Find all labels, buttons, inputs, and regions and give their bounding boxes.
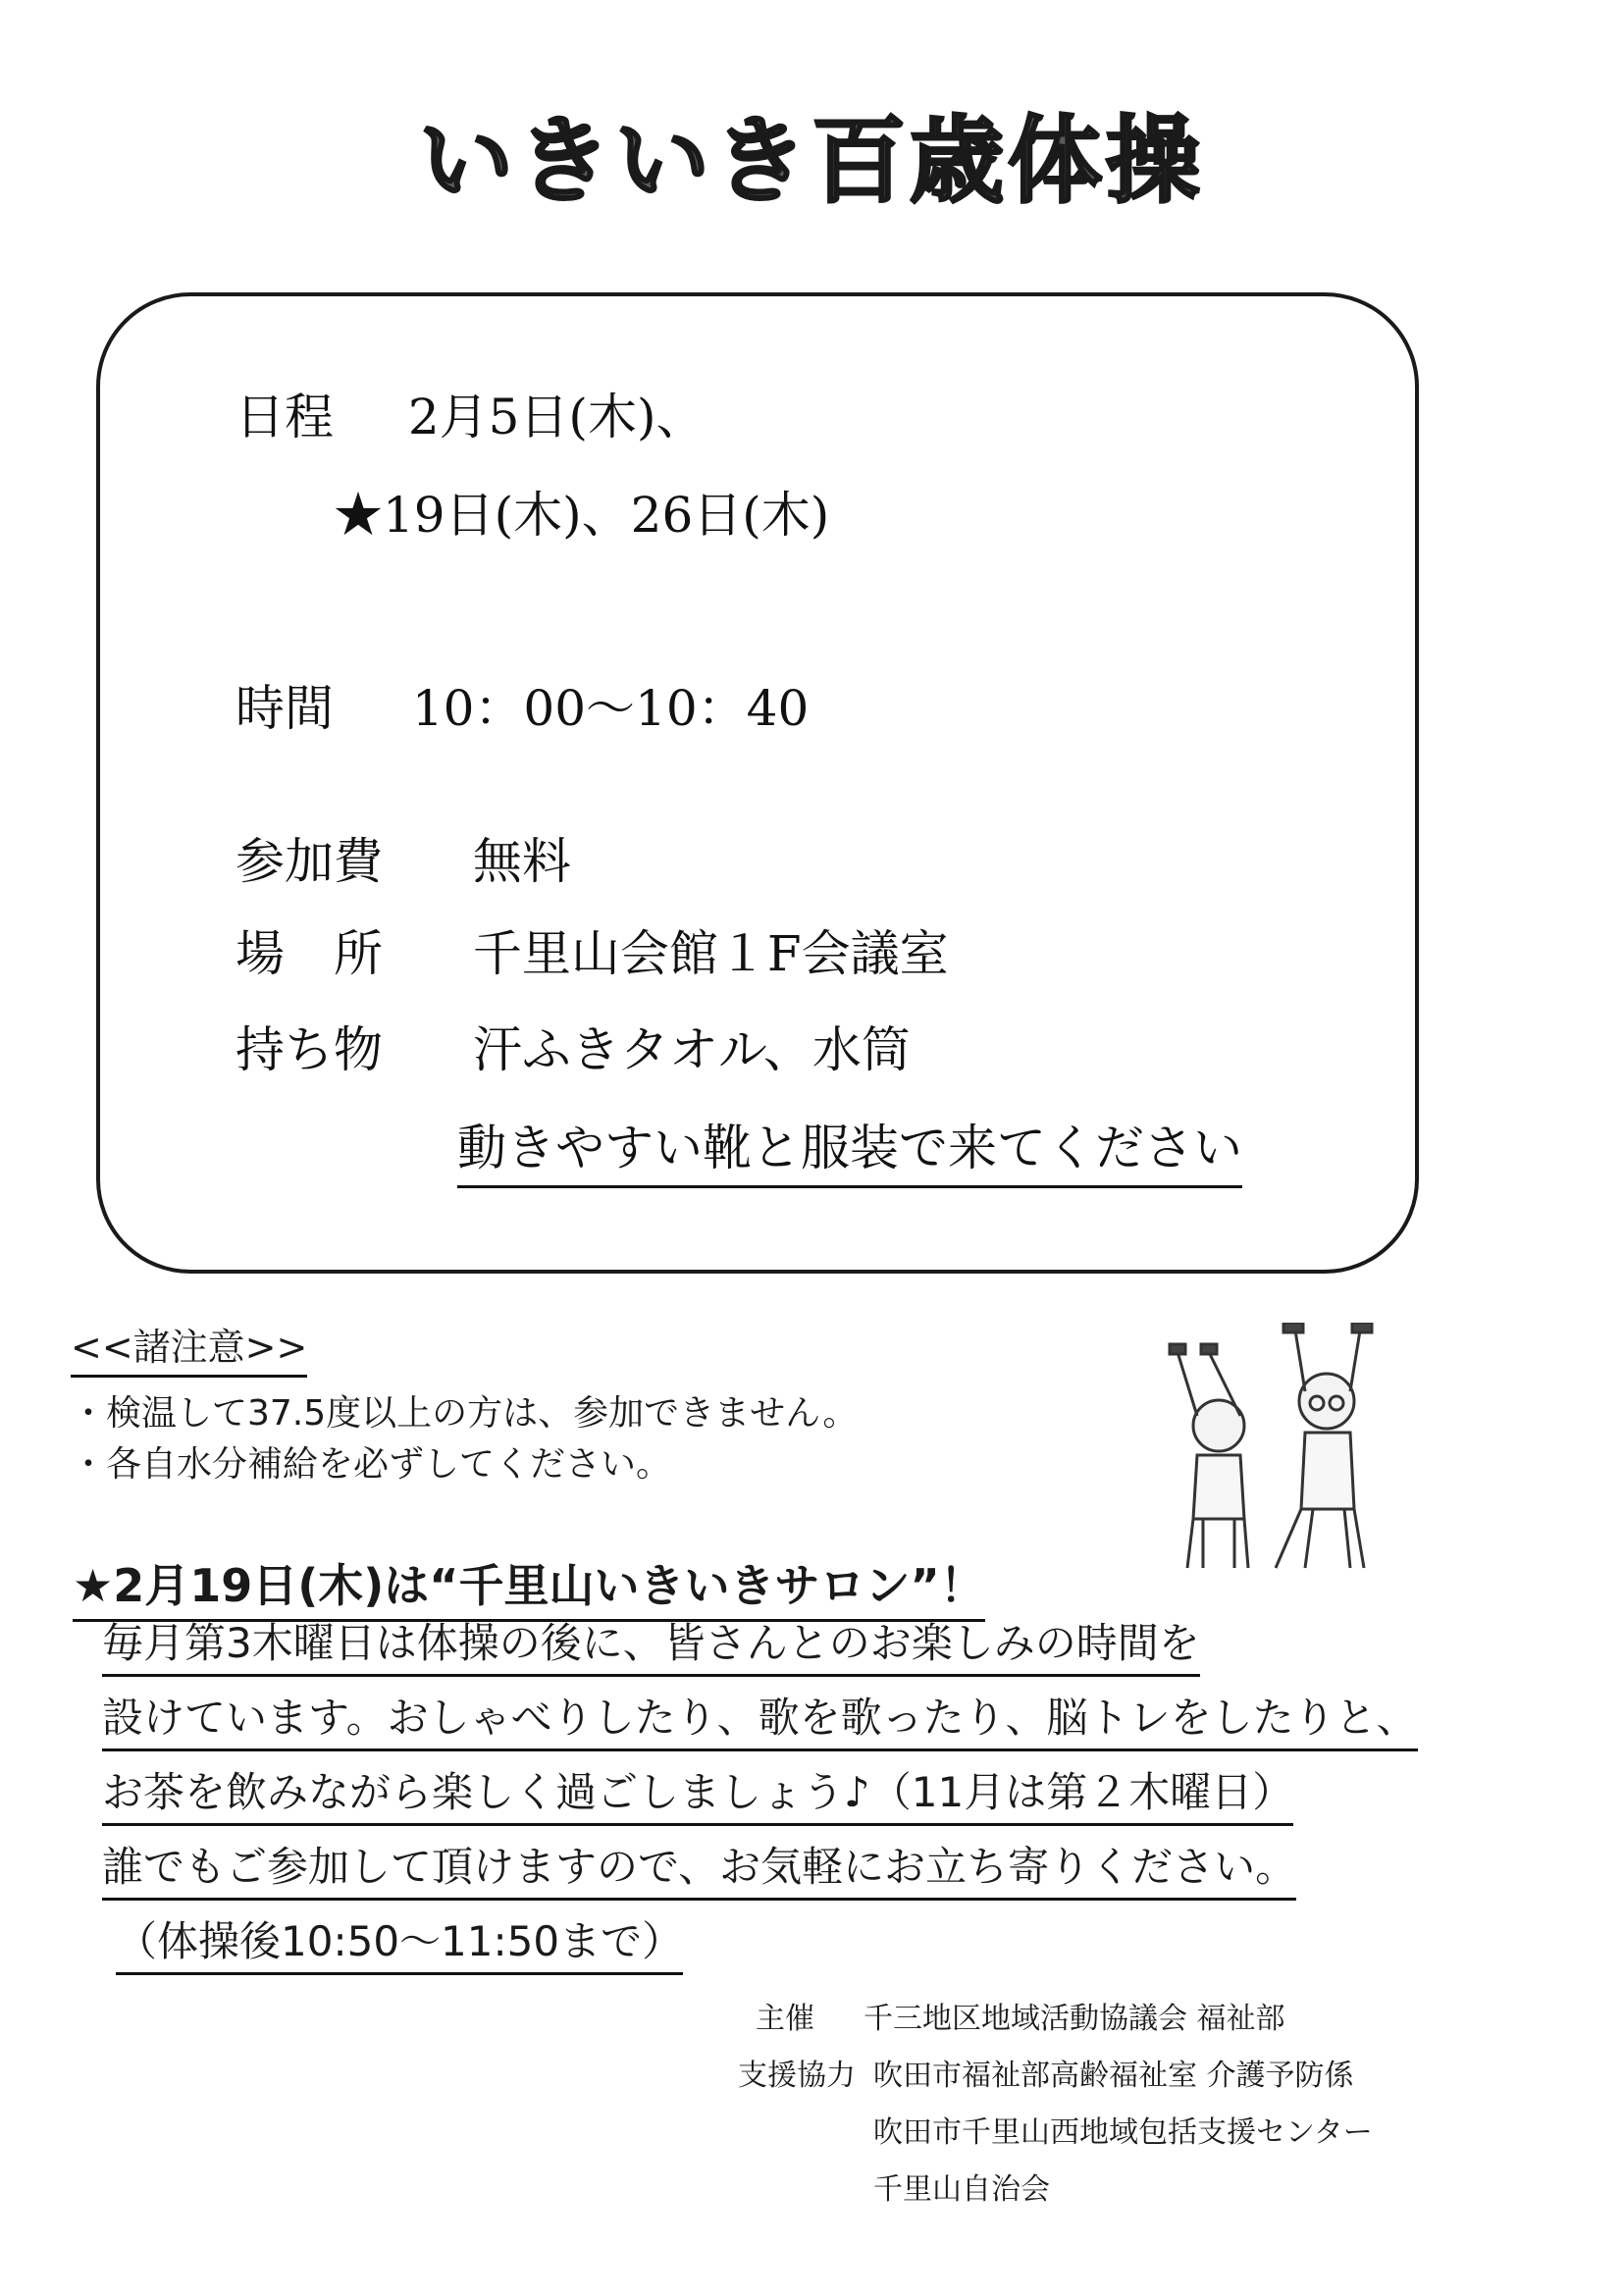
salon-line: 誰でもご参加して頂けますので、お気軽にお立ち寄りください。: [102, 1835, 1296, 1901]
support-label: 支援協力: [738, 2059, 856, 2093]
belongings-row: [236, 1011, 911, 1081]
salon-line: 毎月第3木曜日は体操の後に、皆さんとのお楽しみの時間を: [102, 1611, 1200, 1677]
support-org: 千里山自治会: [873, 2172, 1050, 2207]
time-value: 10：00～10：40: [411, 680, 810, 737]
salon-line: 設けています。おしゃべりしたり、歌を歌ったり、脳トレをしたりと、: [102, 1686, 1418, 1751]
note-item: ・各自水分補給を必ずしてください。: [71, 1444, 672, 1485]
place-row: [236, 914, 949, 985]
clothing-note: 動きやすい靴と服装で来てください: [457, 1109, 1242, 1188]
support-org: 吹田市千里山西地域包括支援センター: [873, 2115, 1373, 2150]
notes-heading: <<諸注意>>: [71, 1317, 307, 1378]
belongings-value: 汗ふきタオル、水筒: [472, 1021, 911, 1078]
host-name: 千三地区地域活動協議会 福祉部: [864, 2002, 1285, 2036]
schedule-row: [236, 378, 705, 448]
salon-line: お茶を飲みながら楽しく過ごしましょう♪（11月は第２木曜日）: [102, 1760, 1293, 1826]
fee-row: [236, 822, 571, 893]
host-label: 主催: [756, 2002, 814, 2036]
place-value: 千里山会館１F会議室: [472, 925, 949, 982]
schedule-line-1: 2月5日(木)、: [407, 389, 706, 445]
fee-value: 無料: [472, 833, 571, 890]
support-org: 吹田市福祉部高齢福祉室 介護予防係: [873, 2059, 1354, 2093]
schedule-row-2: [334, 476, 829, 547]
belongings-label: 持ち物: [236, 1021, 383, 1078]
time-label: 時間: [236, 680, 334, 737]
schedule-label: 日程: [236, 389, 334, 445]
page-title: いきいき百歳体操: [419, 106, 1204, 216]
note-item: ・検温して37.5度以上の方は、参加できません。: [71, 1393, 859, 1434]
exercise-illustration: [1158, 1323, 1393, 1578]
schedule-line-2: ★19日(木)、26日(木): [334, 487, 830, 544]
salon-heading: ★2月19日(木)は“千里山いきいきサロン”！: [73, 1550, 985, 1622]
place-label: 場 所: [236, 925, 383, 982]
fee-label: 参加費: [236, 833, 383, 890]
salon-line: （体操後10:50～11:50まで）: [116, 1909, 683, 1975]
time-row: [236, 669, 809, 740]
